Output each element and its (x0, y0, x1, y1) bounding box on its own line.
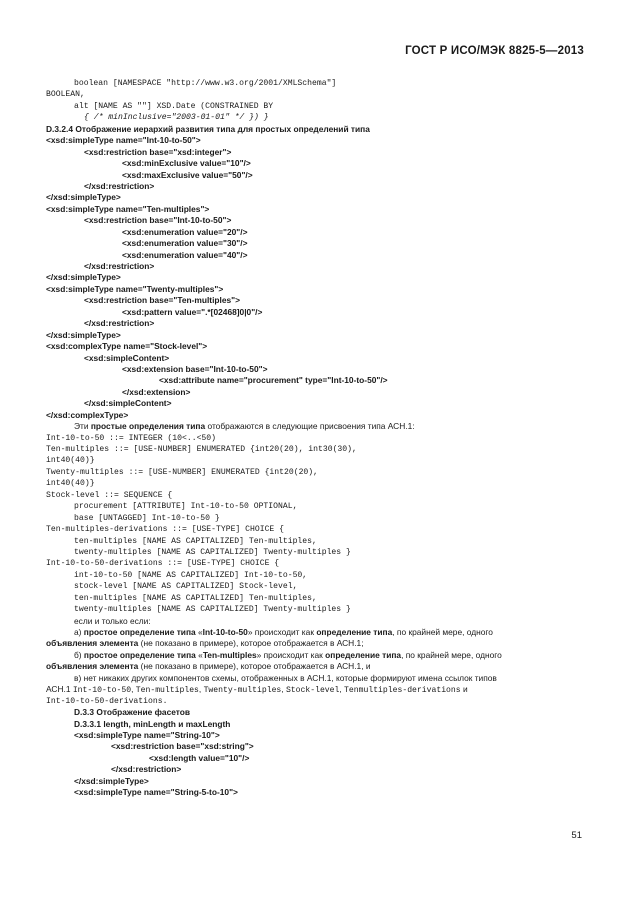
text: , по крайней мере, одного (392, 627, 493, 637)
code-line: int40(40)} (46, 456, 95, 466)
xml-line: </xsd:simpleType> (46, 329, 121, 340)
text: » происходит как (256, 649, 326, 660)
term: объявления элемента (46, 638, 139, 649)
text: б) (74, 649, 84, 660)
text: (не показано в примере), которое отображается в АСН.1, и (138, 661, 371, 672)
section-heading: D.3.2.4 Отображение иерархий развития типа для простых определений типа (46, 123, 370, 134)
xml-line: </xsd:simpleType> (46, 272, 121, 283)
term: простые определения типа (90, 421, 206, 432)
code-line: twenty-multiples [NAME AS CAPITALIZED] Twenty-multiples } (74, 547, 351, 557)
paragraph: если и только если: (74, 615, 151, 626)
term: Int-10-to-50 (202, 627, 248, 637)
list-item-continuation (46, 638, 586, 649)
code-line: Ten-multiples-derivations ::= [USE-TYPE] CHOICE { (46, 525, 284, 535)
xml-line: <xsd:enumeration value="30"/> (122, 238, 248, 249)
text: , (281, 684, 286, 695)
term: Ten-multiples (202, 649, 257, 660)
xml-line: <xsd:restriction base="xsd:string"> (111, 741, 254, 752)
type-ref: Ten-multiples (135, 686, 199, 696)
xml-line: </xsd:simpleContent> (84, 398, 172, 409)
code-line: Stock-level ::= SEQUENCE { (46, 490, 173, 500)
xml-line: <xsd:simpleType name="Int-10-to-50"> (46, 135, 201, 146)
code-line: ten-multiples [NAME AS CAPITALIZED] Ten-multiples, (74, 593, 317, 603)
xml-line: <xsd:restriction base="Ten-multiples"> (84, 295, 241, 306)
xml-line: <xsd:attribute name="procurement" type="Int-10-to-50"/> (159, 375, 388, 386)
text: отображаются в следующие присвоения типа АСН.1: (205, 421, 415, 432)
xml-line: </xsd:restriction> (84, 180, 155, 191)
xml-line: </xsd:simpleType> (74, 775, 149, 786)
code-line: alt [NAME AS ""] XSD.Date (CONSTRAINED BY (74, 101, 274, 111)
term: определение типа (325, 649, 402, 660)
xml-line: <xsd:enumeration value="20"/> (122, 226, 248, 237)
text: « (195, 627, 203, 637)
code-line: ten-multiples [NAME AS CAPITALIZED] Ten-multiples, (74, 536, 317, 546)
code-line: int40(40)} (46, 479, 95, 489)
running-header: ГОСТ Р ИСО/МЭК 8825-5—2013 (405, 45, 584, 57)
text: , (198, 684, 204, 695)
list-item (46, 650, 586, 661)
code-line: boolean [NAMESPACE "http://www.w3.org/2001/XMLSchema"] (74, 79, 337, 88)
code-line: Int-10-to-50-derivations. (46, 696, 168, 706)
list-item-continuation (46, 684, 586, 695)
xml-line: <xsd:extension base="Int-10-to-50"> (122, 363, 268, 374)
xml-line: <xsd:length value="10"/> (149, 752, 250, 763)
term: простое определение типа (83, 649, 196, 660)
code-line: base [UNTAGGED] Int-10-to-50 } (74, 513, 220, 523)
page-number: 51 (571, 830, 582, 841)
xml-line: <xsd:simpleContent> (84, 352, 170, 363)
code-line: int-10-to-50 [NAME AS CAPITALIZED] Int-10-to-50, (74, 570, 308, 580)
list-item (46, 627, 586, 638)
text: , по крайней мере, одного (401, 649, 502, 660)
type-ref: Twenty-multiples (203, 686, 282, 696)
code-line: Int-10-to-50 ::= INTEGER (10<..<50) (46, 433, 216, 443)
section-heading: D.3.3.1 length, minLength и maxLength (74, 718, 231, 729)
xml-line: <xsd:simpleType name="Twenty-multiples"> (46, 283, 224, 294)
code-line: twenty-multiples [NAME AS CAPITALIZED] Twenty-multiples } (74, 605, 351, 615)
code-line: BOOLEAN, (46, 90, 85, 100)
xml-line: <xsd:restriction base="xsd:integer"> (84, 146, 232, 157)
xml-line: <xsd:pattern value=".*[02468]0|0"/> (122, 306, 263, 317)
term: объявления элемента (46, 661, 139, 672)
text: и (460, 684, 468, 695)
xml-line: <xsd:simpleType name="String-5-to-10"> (74, 787, 238, 798)
xml-line: <xsd:simpleType name="String-10"> (74, 729, 220, 740)
xml-line: </xsd:simpleType> (46, 192, 121, 203)
text: , (131, 684, 136, 695)
code-line: procurement [ATTRIBUTE] Int-10-to-50 OPTIONAL, (74, 502, 298, 512)
text: (не показано в примере), которое отображается в АСН.1; (138, 638, 364, 649)
xml-line: <xsd:minExclusive value="10"/> (122, 158, 251, 169)
xml-line: <xsd:complexType name="Stock-level"> (46, 341, 208, 352)
xml-line: <xsd:enumeration value="40"/> (122, 249, 248, 260)
type-ref: Stock-level (285, 686, 340, 696)
code-line: Twenty-multiples ::= [USE-NUMBER] ENUMERATED {int20(20), (46, 467, 318, 477)
list-item: в) нет никаких других компонентов схемы, отображенных в АСН.1, которые формируют имена ссылок типов (74, 672, 497, 683)
code-line: stock-level [NAME AS CAPITALIZED] Stock-level, (74, 582, 298, 592)
text: » происходит как (247, 627, 317, 637)
xml-line: </xsd:restriction> (84, 261, 155, 271)
code-line: Int-10-to-50-derivations ::= [USE-TYPE] CHOICE { (46, 559, 280, 569)
type-ref: Int-10-to-50 (72, 686, 132, 696)
section-heading: D.3.3 Отображение фасетов (74, 707, 191, 718)
type-ref: Tenmultiples-derivations (344, 686, 461, 696)
paragraph (46, 421, 586, 432)
term: простое определение типа (83, 627, 196, 637)
text: , (339, 684, 345, 695)
term: определение типа (316, 627, 393, 637)
text: « (195, 649, 203, 660)
text: Эти (74, 421, 91, 432)
text: а) (74, 627, 84, 637)
xml-line: </xsd:restriction> (111, 764, 182, 775)
xml-line: <xsd:simpleType name="Ten-multiples"> (46, 203, 210, 214)
xml-line: </xsd:extension> (122, 386, 191, 397)
xml-line: </xsd:complexType> (46, 409, 129, 420)
xml-line: <xsd:restriction base="Int-10-to-50"> (84, 215, 232, 226)
text: АСН.1 (46, 684, 73, 695)
code-line: Ten-multiples ::= [USE-NUMBER] ENUMERATED {int20(20), int30(30), (46, 445, 357, 454)
list-item-continuation (46, 661, 586, 672)
document-body (46, 78, 586, 799)
code-line: { /* minInclusive="2003-01-01" */ }) } (84, 113, 269, 123)
xml-line: <xsd:maxExclusive value="50"/> (122, 169, 253, 180)
xml-line: </xsd:restriction> (84, 318, 155, 329)
